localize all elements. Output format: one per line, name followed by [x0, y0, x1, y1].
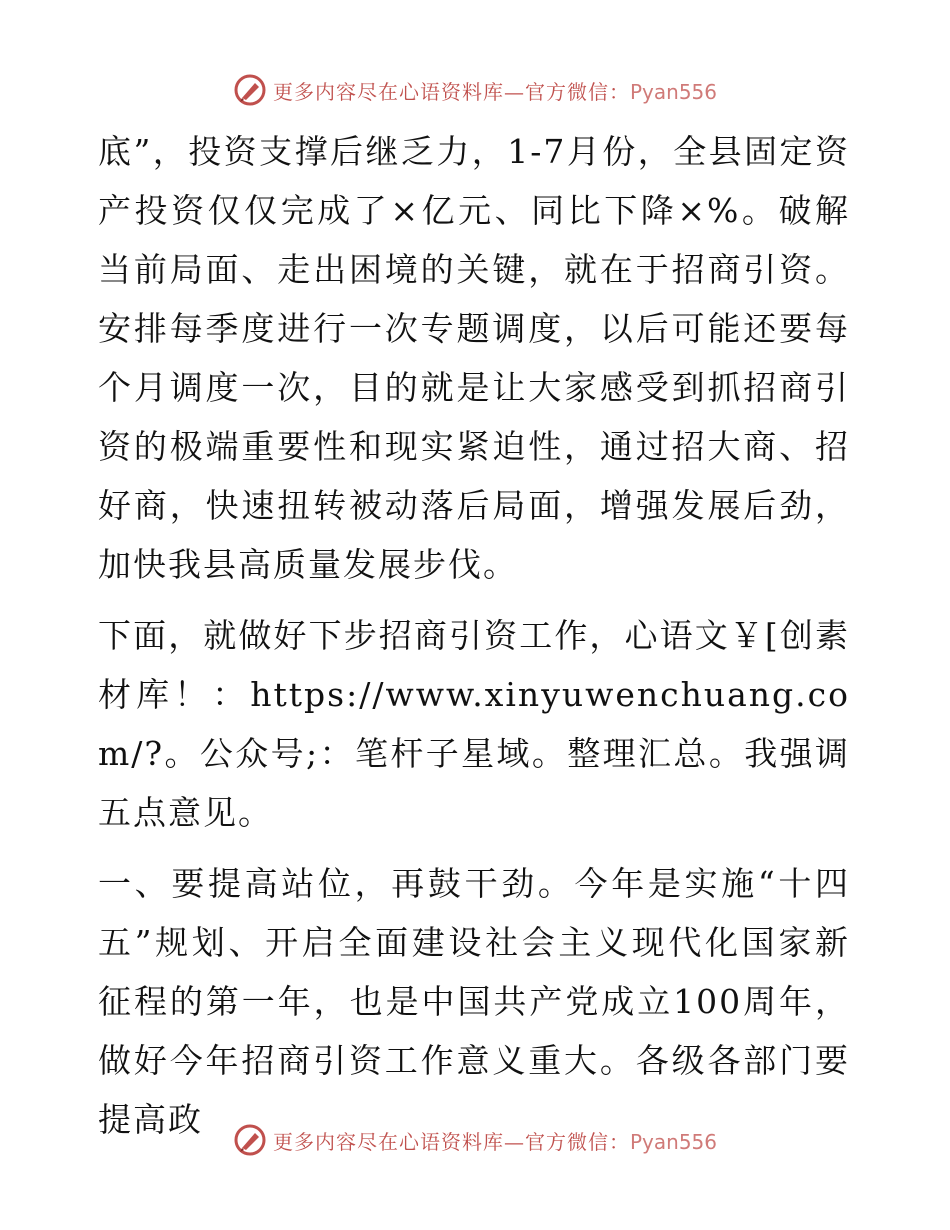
header-banner-slogan: 更多内容尽在心语资料库 [272, 79, 504, 104]
pen-logo-icon [233, 1123, 267, 1157]
paragraph-3: 一、要提高站位，再鼓干劲。今年是实施“十四五”规划、开启全面建设社会主义现代化国家新征程的第一年，也是中国共产党成立100周年，做好今年招商引资工作意义重大。各级各部门要提高政 [98, 864, 850, 1139]
footer-banner-text [273, 1126, 717, 1155]
paragraph-2: 下面，就做好下步招商引资工作，心语文￥[创素材库！：https://www.xinyuwenchuang.com/?。公众号;：笔杆子星域。整理汇总。我强调五点意见。 [98, 616, 850, 832]
pen-logo-icon [233, 73, 267, 107]
header-wechat-id: Pyan556 [629, 79, 717, 104]
header-banner-text [273, 76, 717, 105]
paragraph-1: 底”，投资支撑后继乏力，1-7月份，全县固定资产投资仅仅完成了×亿元、同比下降×%。破解当前局面、走出困境的关键，就在于招商引资。安排每季度进行一次专题调度，以后可能还要每个月调度一次，目的就是让大家感受到抓招商引资的极端重要性和现实紧迫性，通过招大商、招好商，快速扭转被动落后局面，增强发展后劲，加快我县高质量发展步伐。 [98, 132, 850, 584]
footer-banner-separator: — [503, 1129, 525, 1154]
header-banner-separator: — [503, 79, 525, 104]
footer-wechat-id: Pyan556 [629, 1129, 717, 1154]
footer-wechat-label: 官方微信： [524, 1129, 630, 1154]
document-body [98, 122, 850, 1149]
header-wechat-label: 官方微信： [524, 79, 630, 104]
footer-banner-slogan: 更多内容尽在心语资料库 [272, 1129, 504, 1154]
footer-banner [0, 1120, 950, 1160]
header-banner [0, 70, 950, 110]
